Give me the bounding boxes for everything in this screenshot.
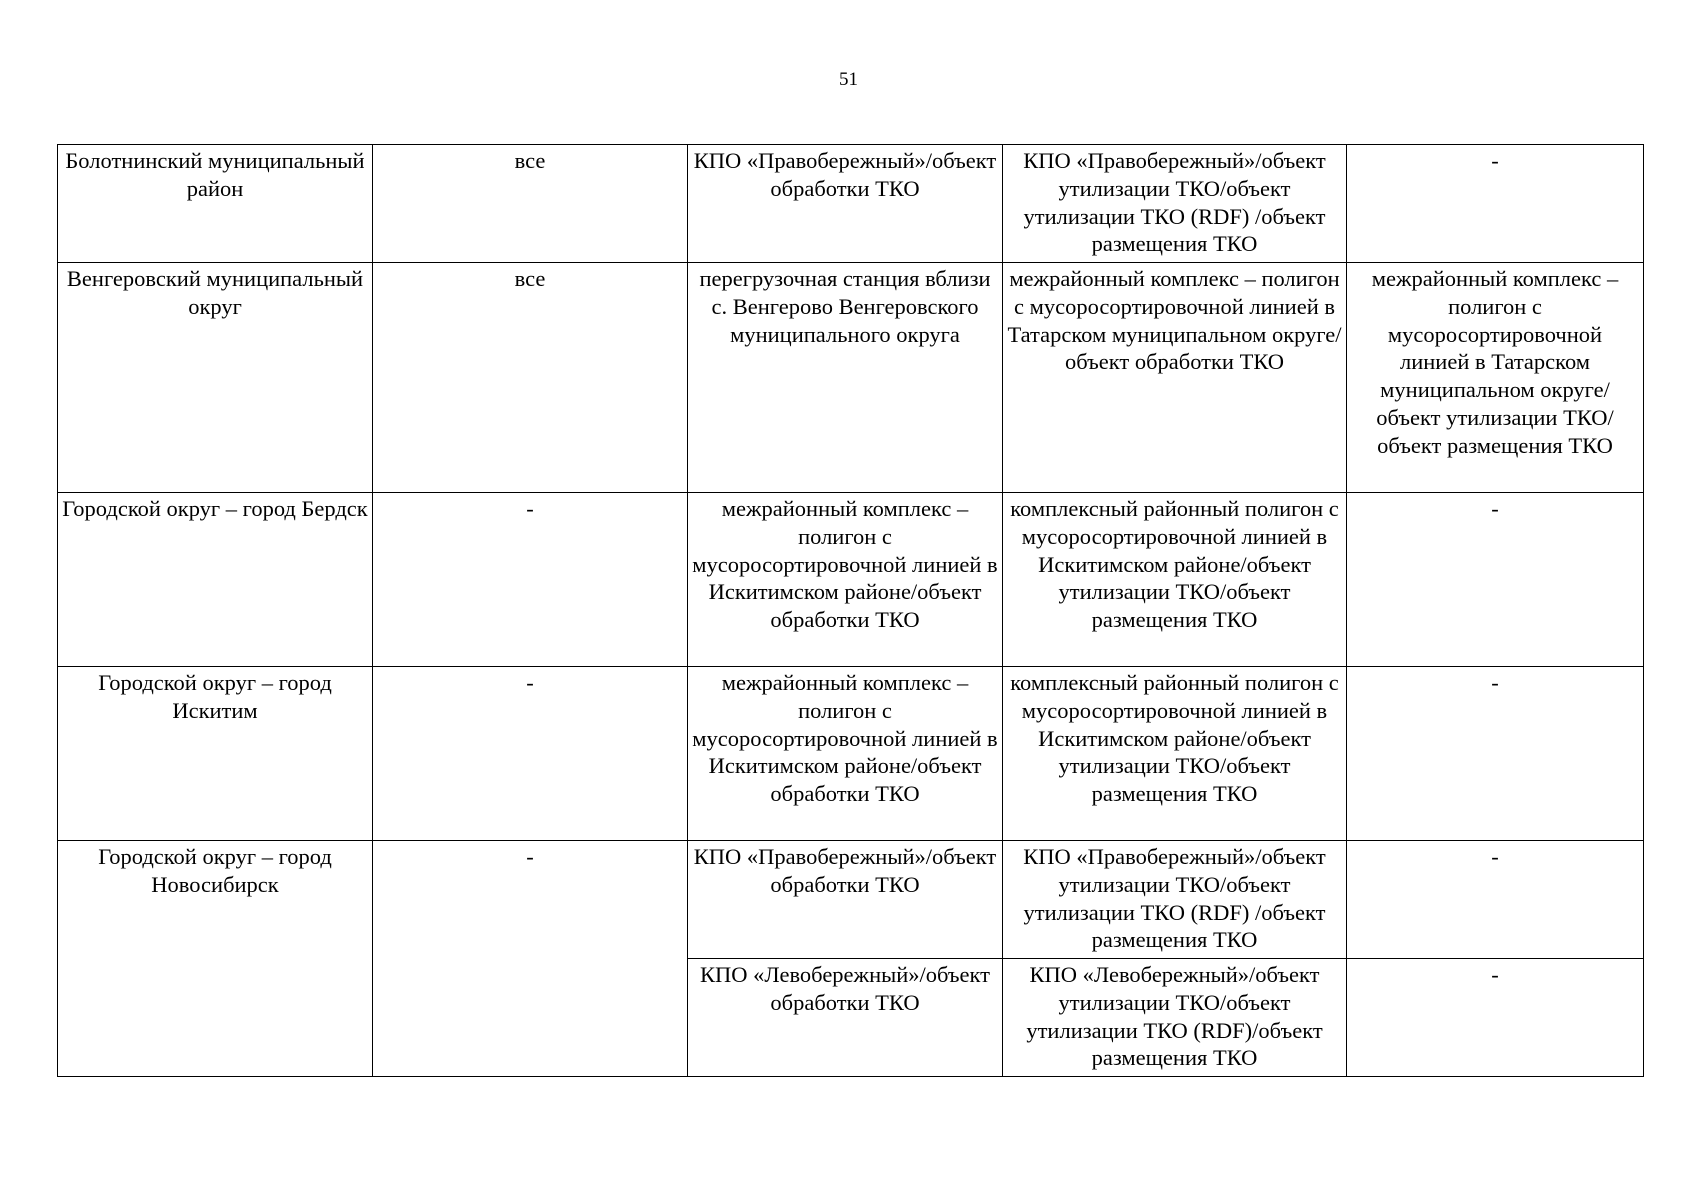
table-cell-second-facility bbox=[1003, 145, 1347, 263]
table-cell-third-facility bbox=[1347, 667, 1644, 841]
cell-text: - bbox=[1491, 962, 1499, 987]
cell-text: Болотнинский муниципальный район bbox=[65, 148, 365, 201]
cell-text: - bbox=[526, 496, 534, 521]
cell-text: КПО «Правобережный»/объект обработки ТКО bbox=[693, 148, 997, 201]
cell-text: комплексный районный полигон с мусоросортировочной линией в Искитимском районе/объект утилизации ТКО/объект размещения ТКО bbox=[1010, 496, 1339, 633]
table-row bbox=[58, 263, 1644, 493]
table-row bbox=[58, 493, 1644, 667]
table-cell-first-facility bbox=[688, 263, 1003, 493]
table-cell-settlements bbox=[373, 145, 688, 263]
page-number: 51 bbox=[839, 69, 858, 90]
cell-text: КПО «Правобережный»/объект утилизации ТКО/объект утилизации ТКО (RDF) /объект размещения ТКО bbox=[1023, 148, 1326, 257]
table-cell-third-facility bbox=[1347, 841, 1644, 959]
cell-text: Городской округ – город Новосибирск bbox=[98, 844, 332, 897]
cell-text: КПО «Правобережный»/объект утилизации ТКО/объект утилизации ТКО (RDF) /объект размещения ТКО bbox=[1023, 844, 1326, 953]
cell-text: - bbox=[1491, 496, 1499, 521]
waste-routing-table bbox=[57, 144, 1644, 1077]
table-cell-settlements bbox=[373, 667, 688, 841]
table-cell-third-facility bbox=[1347, 493, 1644, 667]
table-cell-first-facility bbox=[688, 841, 1003, 959]
table-cell-first-facility bbox=[688, 493, 1003, 667]
cell-text: - bbox=[1491, 148, 1499, 173]
table-cell-municipality bbox=[58, 263, 373, 493]
table-cell-municipality bbox=[58, 667, 373, 841]
cell-text: Городской округ – город Бердск bbox=[62, 496, 368, 521]
table-cell-third-facility bbox=[1347, 263, 1644, 493]
table-cell-second-facility bbox=[1003, 667, 1347, 841]
table-cell-third-facility bbox=[1347, 145, 1644, 263]
table-cell-settlements bbox=[373, 493, 688, 667]
cell-text: КПО «Левобережный»/объект обработки ТКО bbox=[699, 962, 991, 1015]
table-row bbox=[58, 667, 1644, 841]
table-cell-settlements bbox=[373, 841, 688, 1077]
cell-text: все bbox=[514, 148, 546, 173]
table-row bbox=[58, 841, 1644, 959]
cell-text: межрайонный комплекс – полигон с мусоросортировочной линией в Искитимском районе/объект обработки ТКО bbox=[692, 670, 998, 807]
table-cell-first-facility bbox=[688, 667, 1003, 841]
table-cell-municipality bbox=[58, 841, 373, 1077]
table-cell-second-facility bbox=[1003, 841, 1347, 959]
table-cell-third-facility bbox=[1347, 959, 1644, 1077]
table-cell-settlements bbox=[373, 263, 688, 493]
table-cell-second-facility bbox=[1003, 959, 1347, 1077]
table-row bbox=[58, 145, 1644, 263]
table-cell-municipality bbox=[58, 145, 373, 263]
cell-text: КПО «Левобережный»/объект утилизации ТКО/объект утилизации ТКО (RDF)/объект размещения ТКО bbox=[1026, 962, 1323, 1071]
cell-text: межрайонный комплекс – полигон с мусоросортировочной линией в Татарском муниципальном округе/объект обработки ТКО bbox=[1007, 266, 1342, 375]
cell-text: КПО «Правобережный»/объект обработки ТКО bbox=[693, 844, 997, 897]
table-cell-first-facility bbox=[688, 959, 1003, 1077]
table-cell-second-facility bbox=[1003, 263, 1347, 493]
table-cell-second-facility bbox=[1003, 493, 1347, 667]
cell-text: Городской округ – город Искитим bbox=[98, 670, 332, 723]
table-cell-municipality bbox=[58, 493, 373, 667]
cell-text: межрайонный комплекс – полигон с мусоросортировочной линией в Татарском муниципальном округе/объект утилизации ТКО/объект размещения ТКО bbox=[1371, 266, 1619, 458]
cell-text: межрайонный комплекс – полигон с мусоросортировочной линией в Искитимском районе/объект обработки ТКО bbox=[692, 496, 998, 633]
cell-text: - bbox=[1491, 844, 1499, 869]
cell-text: - bbox=[526, 670, 534, 695]
cell-text: перегрузочная станция вблизи с. Венгерово Венгеровского муниципального округа bbox=[699, 266, 991, 347]
table-cell-first-facility bbox=[688, 145, 1003, 263]
cell-text: - bbox=[526, 844, 534, 869]
cell-text: Венгеровский муниципальный округ bbox=[66, 266, 364, 319]
cell-text: - bbox=[1491, 670, 1499, 695]
cell-text: все bbox=[514, 266, 546, 291]
cell-text: комплексный районный полигон с мусоросортировочной линией в Искитимском районе/объект утилизации ТКО/объект размещения ТКО bbox=[1010, 670, 1339, 807]
